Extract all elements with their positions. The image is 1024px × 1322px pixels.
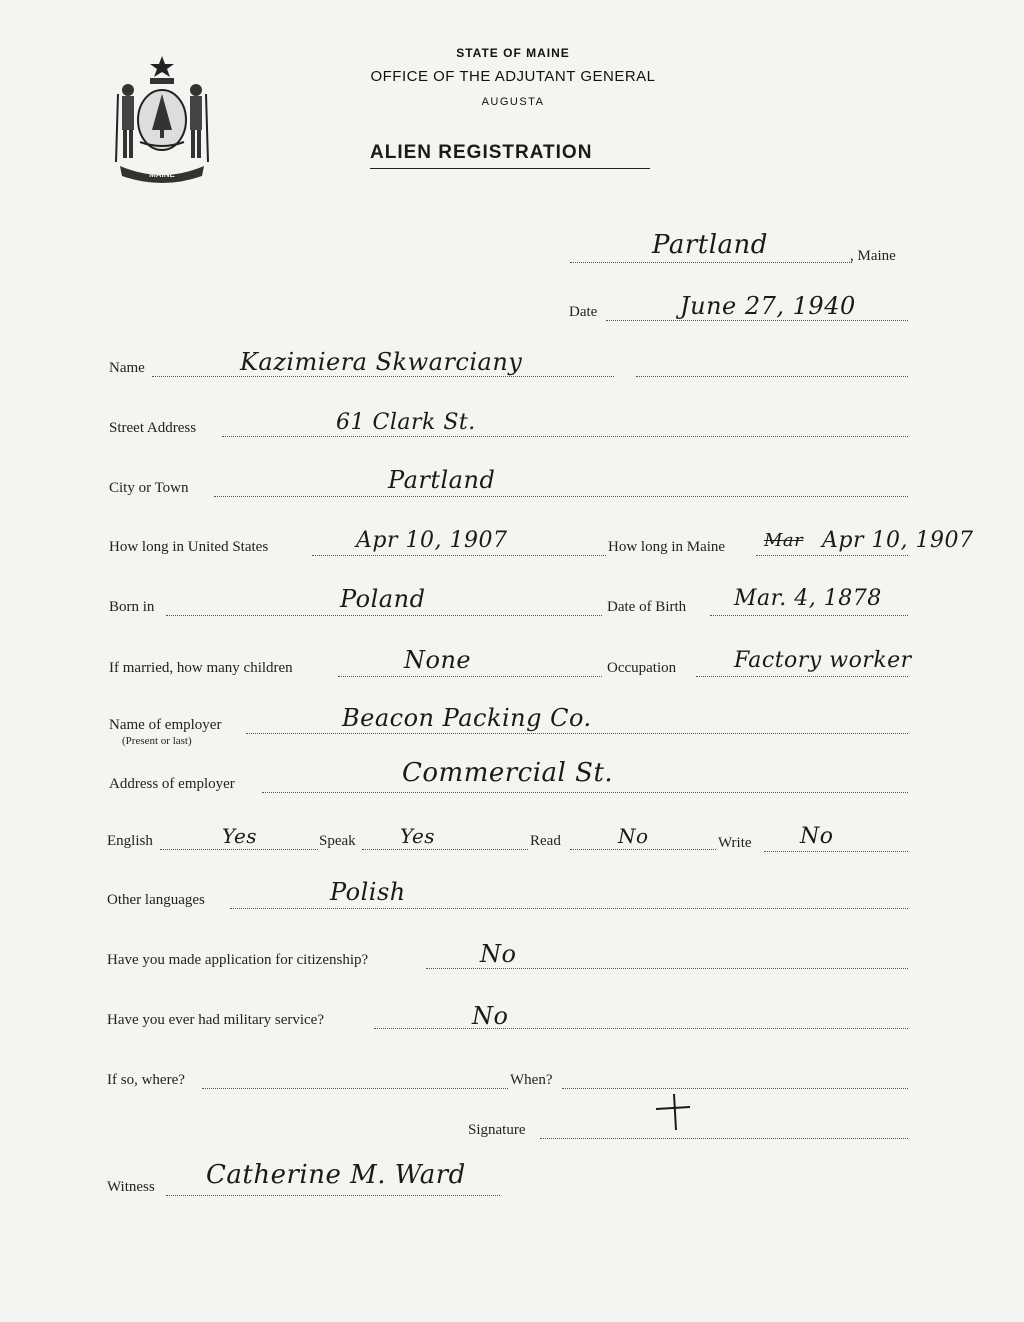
witness-label: Witness — [107, 1179, 155, 1195]
city-line — [214, 496, 908, 497]
how-long-maine-label: How long in Maine — [608, 539, 726, 555]
place-value: Partland — [652, 230, 768, 260]
where-label: If so, where? — [107, 1072, 185, 1088]
street-address-value: 61 Clark St. — [336, 410, 476, 435]
state-heading: STATE OF MAINE — [456, 46, 570, 60]
how-long-us-line — [312, 555, 606, 556]
seal-banner-text: MAINE — [149, 170, 175, 179]
city-heading: AUGUSTA — [481, 96, 545, 108]
date-of-birth-value: Mar. 4, 1878 — [734, 586, 882, 611]
employer-address-line — [262, 792, 908, 793]
english-line — [160, 849, 318, 850]
write-label: Write — [718, 835, 752, 851]
military-value: No — [472, 1002, 509, 1030]
when-line — [562, 1088, 908, 1089]
how-long-maine-struck: Mar — [764, 530, 804, 551]
speak-label: Speak — [319, 833, 356, 849]
city-label: City or Town — [109, 480, 189, 496]
how-long-maine-line — [756, 555, 908, 556]
employer-label: Name of employer — [109, 717, 222, 733]
write-line — [764, 851, 908, 852]
name-line-1 — [152, 376, 614, 377]
children-line — [338, 676, 602, 677]
employer-value: Beacon Packing Co. — [342, 704, 592, 732]
witness-line — [166, 1195, 500, 1196]
citizenship-label: Have you made application for citizenship? — [107, 952, 369, 968]
office-heading: OFFICE OF THE ADJUTANT GENERAL — [370, 68, 656, 85]
occupation-value: Factory worker — [734, 648, 912, 673]
date-value: June 27, 1940 — [680, 292, 856, 320]
military-line — [374, 1028, 908, 1029]
city-value: Partland — [388, 466, 496, 494]
read-label: Read — [530, 833, 561, 849]
citizenship-line — [426, 968, 908, 969]
other-languages-label: Other languages — [107, 892, 205, 908]
speak-value: Yes — [400, 824, 436, 848]
born-in-value: Poland — [340, 585, 426, 613]
name-value: Kazimiera Skwarciany — [240, 348, 523, 376]
how-long-us-value: Apr 10, 1907 — [356, 528, 508, 553]
military-label: Have you ever had military service? — [107, 1012, 324, 1028]
born-in-label: Born in — [109, 599, 155, 615]
form-title: ALIEN REGISTRATION — [370, 142, 593, 163]
write-value: No — [800, 824, 834, 849]
place-suffix: , Maine — [850, 248, 896, 264]
employer-address-value: Commercial St. — [402, 758, 614, 788]
title-underline — [370, 168, 650, 169]
name-line-2 — [636, 376, 908, 377]
employer-address-label: Address of employer — [109, 776, 235, 792]
employer-sublabel: (Present or last) — [122, 735, 192, 747]
children-value: None — [404, 646, 472, 674]
children-label: If married, how many children — [109, 660, 293, 676]
read-line — [570, 849, 716, 850]
born-in-line — [166, 615, 602, 616]
read-value: No — [618, 824, 649, 848]
other-languages-value: Polish — [330, 878, 406, 906]
when-label: When? — [510, 1072, 553, 1088]
other-languages-line — [230, 908, 908, 909]
date-of-birth-label: Date of Birth — [607, 599, 687, 615]
signature-line — [540, 1138, 908, 1139]
signature-cross-mark-icon — [652, 1092, 692, 1132]
speak-line — [362, 849, 528, 850]
place-line — [570, 262, 852, 263]
occupation-label: Occupation — [607, 660, 677, 676]
street-address-label: Street Address — [109, 420, 197, 436]
witness-value: Catherine M. Ward — [206, 1160, 466, 1190]
where-line — [202, 1088, 508, 1089]
english-label: English — [107, 833, 153, 849]
english-value: Yes — [222, 824, 258, 848]
maine-state-seal-icon — [106, 50, 218, 186]
name-label: Name — [109, 360, 145, 376]
date-line — [606, 320, 908, 321]
citizenship-value: No — [480, 940, 517, 968]
date-label: Date — [569, 304, 598, 320]
signature-label: Signature — [468, 1122, 526, 1138]
date-of-birth-line — [710, 615, 908, 616]
street-address-line — [222, 436, 908, 437]
occupation-line — [696, 676, 908, 677]
how-long-maine-value: Apr 10, 1907 — [822, 528, 974, 553]
how-long-us-label: How long in United States — [109, 539, 269, 555]
employer-line — [246, 733, 908, 734]
